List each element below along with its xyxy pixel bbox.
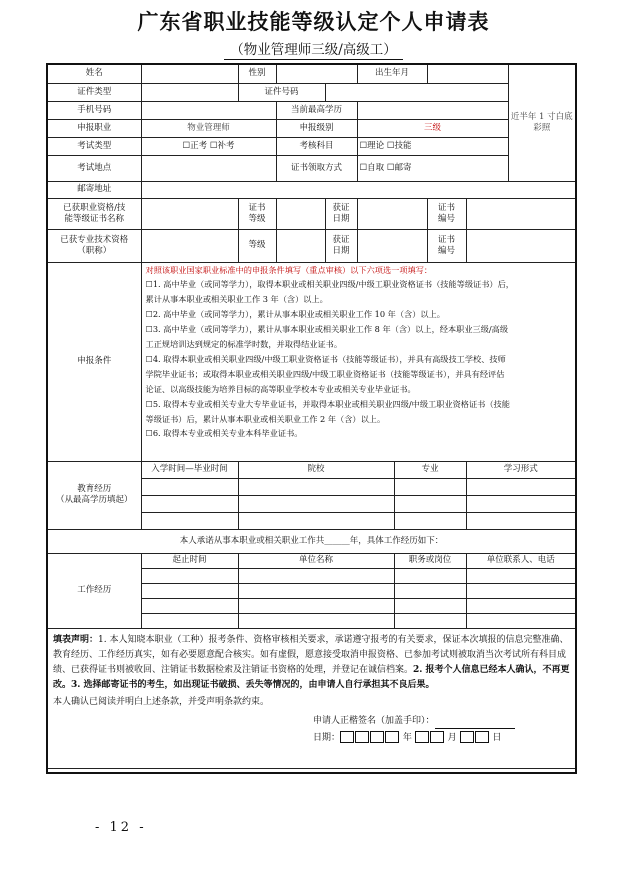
declaration-text	[53, 633, 570, 694]
edu-cell[interactable]	[466, 495, 575, 512]
gender-label: 性别	[238, 65, 276, 83]
work-history-label: 工作经历	[48, 553, 141, 628]
work-cell[interactable]	[141, 583, 238, 598]
signature-line[interactable]	[435, 718, 515, 729]
tech-date-field[interactable]	[357, 229, 427, 262]
photo-label: 近半年 1 寸白底彩照	[510, 111, 573, 133]
work-col-position: 职务或岗位	[394, 553, 466, 568]
address-label: 邮寄地址	[48, 181, 141, 198]
condition-line[interactable]: ☐3. 高中毕业（或同等学力），累计从事本职业或相关职业工作 8 年（含）以上，经本职业三级/高级	[145, 324, 509, 335]
work-cell[interactable]	[238, 598, 394, 613]
work-cell[interactable]	[238, 568, 394, 583]
edu-cell[interactable]	[238, 478, 394, 495]
phone-label: 手机号码	[48, 101, 141, 119]
tech-no-label-b: 编号	[438, 245, 456, 256]
month-box[interactable]	[415, 731, 429, 743]
work-cell[interactable]	[466, 598, 575, 613]
signature-label: 申请人正楷签名（加盖手印）：	[313, 715, 435, 726]
work-col-period: 起止时间	[141, 553, 238, 568]
birth-field[interactable]	[427, 65, 508, 83]
condition-line[interactable]: ☐4. 取得本职业或相关职业四级/中级工职业资格证书（技能等级证书），并具有高级技工学校、技师	[145, 353, 506, 364]
exam-type-label: 考试类型	[48, 137, 141, 155]
cert-no-label	[427, 198, 466, 229]
cert-date-label-a: 获证	[332, 202, 350, 213]
occupation-value: 物业管理师	[141, 119, 276, 137]
year-box[interactable]	[385, 731, 399, 743]
condition-line[interactable]: ☐1. 高中毕业（或同等学力），取得本职业或相关职业四级/中级工职业资格证书（技能等级证书）后，	[145, 279, 514, 290]
condition-line: 等级证书）后，累计从事本职业或相关职业工作 2 年（含）以上。	[145, 413, 386, 424]
education-history-label	[48, 461, 141, 529]
cert-no-field[interactable]	[466, 198, 575, 229]
address-field[interactable]	[141, 181, 575, 198]
work-cell[interactable]	[394, 598, 466, 613]
qualification-name-field[interactable]	[141, 198, 238, 229]
edu-col-school: 院校	[238, 461, 394, 478]
work-cell[interactable]	[466, 613, 575, 628]
qualification-label-line2: 能等级证书名称	[64, 213, 124, 224]
day-label: 日	[492, 732, 502, 743]
edu-cell[interactable]	[141, 495, 238, 512]
work-cell[interactable]	[141, 598, 238, 613]
work-cell[interactable]	[394, 613, 466, 628]
photo-box[interactable]	[508, 65, 575, 181]
tech-title-label-line2: （职称）	[77, 245, 112, 256]
condition-line: 学院毕业证书；或取得本职业或相关职业四级/中级工职业资格证书（技能等级证书），并具有经评估	[145, 368, 505, 379]
education-history-label-line2: （从最高学历填起）	[55, 495, 133, 505]
cert-method-options[interactable]: ☐自取 ☐邮寄	[357, 155, 508, 181]
phone-field[interactable]	[141, 101, 276, 119]
exam-location-field[interactable]	[141, 155, 276, 181]
condition-line: 工正规培训达到规定的标准学时数，并取得结业证书。	[145, 339, 343, 350]
edu-cell[interactable]	[394, 478, 466, 495]
tech-level-field[interactable]	[276, 229, 325, 262]
edu-cell[interactable]	[238, 495, 394, 512]
application-form	[46, 63, 577, 774]
tech-date-label	[325, 229, 357, 262]
id-no-label: 证件号码	[238, 83, 325, 101]
id-no-field[interactable]	[325, 83, 508, 101]
tech-title-label-line1: 已获专业技术资格	[60, 234, 129, 245]
edu-col-mode: 学习形式	[466, 461, 575, 478]
condition-line: 论证、以高级技能为培养目标的高等职业学校本专业或相关专业毕业证书。	[145, 383, 416, 394]
id-type-label: 证件类型	[48, 83, 141, 101]
conditions-label: 申报条件	[48, 262, 141, 461]
gender-field[interactable]	[276, 65, 357, 83]
cert-date-label	[325, 198, 357, 229]
tech-level-label: 等级	[238, 229, 276, 262]
month-label: 月	[447, 732, 457, 743]
edu-cell[interactable]	[238, 512, 394, 529]
education-field[interactable]	[357, 101, 508, 119]
work-cell[interactable]	[141, 613, 238, 628]
month-box[interactable]	[430, 731, 444, 743]
cert-level-label	[238, 198, 276, 229]
declaration-block	[48, 628, 575, 768]
subject-label: 考核科目	[276, 137, 357, 155]
declaration-confirm: 本人确认已阅读并明白上述条款，并受声明条款约束。	[53, 697, 270, 708]
cert-level-field[interactable]	[276, 198, 325, 229]
form-title: 广东省职业技能等级认定个人申请表	[137, 10, 490, 34]
cert-no-label-a: 证书	[438, 202, 456, 213]
cert-level-label-b: 等级	[248, 213, 266, 224]
year-box[interactable]	[355, 731, 369, 743]
signature-row	[53, 714, 570, 729]
edu-cell[interactable]	[394, 495, 466, 512]
condition-line[interactable]: ☐6. 取得本专业或相关专业本科毕业证书。	[145, 428, 303, 439]
day-box[interactable]	[475, 731, 489, 743]
day-box[interactable]	[460, 731, 474, 743]
declaration-clause-1: 1. 本人知晓本职业（工种）报考条件、资格审核相关要求，承诺遵守报考的有关要求，保证本次填报的信息完整准确、教育经历、工作经历真实，如有必要愿意配合核实。如有虚假，愿意接受取消申报资格、已参加考试则被取消当次考试所有科目成绩、已获得证书则被收回、注销证书数据检索及注销证书资格的处理，并登记在诚信档案。	[53, 634, 569, 675]
tech-no-label	[427, 229, 466, 262]
declaration-heading: 填表声明：	[53, 634, 99, 645]
year-box[interactable]	[370, 731, 384, 743]
cert-level-label-a: 证书	[248, 202, 266, 213]
work-cell[interactable]	[466, 583, 575, 598]
level-label: 申报级别	[276, 119, 357, 137]
work-commitment: 本人承诺从事本职业或相关职业工作共______年，具体工作经历如下：	[48, 529, 575, 553]
occupation-label: 申报职业	[48, 119, 141, 137]
declaration-clause-2: 2. 报考个人信息已经本人确认，不再更改。	[53, 664, 570, 691]
name-label: 姓名	[48, 65, 141, 83]
cert-date-field[interactable]	[357, 198, 427, 229]
form-table	[48, 65, 575, 769]
condition-line: 累计从事本职业或相关职业工作 3 年（含）以上。	[145, 294, 328, 305]
edu-cell[interactable]	[466, 478, 575, 495]
edu-col-major: 专业	[394, 461, 466, 478]
page-number: - 12 -	[95, 820, 147, 835]
cert-no-label-b: 编号	[438, 213, 456, 224]
date-row	[53, 731, 570, 746]
work-col-contact: 单位联系人、电话	[466, 553, 575, 568]
id-type-field[interactable]	[141, 83, 238, 101]
tech-no-label-a: 证书	[438, 234, 456, 245]
year-box[interactable]	[340, 731, 354, 743]
level-value: 三级	[357, 119, 508, 137]
qualification-label-line1: 已获职业资格/技	[63, 202, 126, 213]
condition-line[interactable]: ☐5. 取得本专业或相关专业大专毕业证书，并取得本职业或相关职业四级/中级工职业资格证书（技能	[145, 398, 510, 409]
declaration-clause-3: 3. 选择邮寄证书的考生，如出现证书破损、丢失等情况的，由申请人自行承担其不良后果。	[71, 680, 435, 691]
birth-label: 出生年月	[357, 65, 427, 83]
tech-title-field[interactable]	[141, 229, 238, 262]
form-subtitle	[0, 38, 627, 60]
work-cell[interactable]	[238, 583, 394, 598]
condition-line[interactable]: ☐2. 高中毕业（或同等学力），累计从事本职业或相关职业工作 10 年（含）以上。	[145, 309, 445, 320]
subject-options[interactable]: ☐理论 ☐技能	[357, 137, 508, 155]
conditions-header: 对照该职业国家职业标准中的申报条件填写（重点审核）以下六项选一项填写：	[145, 264, 433, 275]
tech-date-label-b: 日期	[332, 245, 350, 256]
date-label: 日期：	[313, 732, 341, 743]
work-cell[interactable]	[238, 613, 394, 628]
exam-type-options[interactable]: ☐正考 ☐补考	[141, 137, 276, 155]
work-cell[interactable]	[394, 583, 466, 598]
qualification-label	[48, 198, 141, 229]
name-field[interactable]	[141, 65, 238, 83]
conditions-block	[141, 262, 575, 461]
edu-col-period: 入学时间—毕业时间	[141, 461, 238, 478]
work-cell[interactable]	[466, 568, 575, 583]
education-history-label-line1: 教育经历	[77, 484, 112, 494]
education-label: 当前最高学历	[276, 101, 357, 119]
tech-title-label	[48, 229, 141, 262]
work-cell[interactable]	[394, 568, 466, 583]
cert-date-label-b: 日期	[332, 213, 350, 224]
exam-location-label: 考试地点	[48, 155, 141, 181]
edu-cell[interactable]	[141, 512, 238, 529]
cert-method-label: 证书领取方式	[276, 155, 357, 181]
subtitle-text: （物业管理师三级/高级工）	[224, 38, 403, 60]
edu-cell[interactable]	[466, 512, 575, 529]
edu-cell[interactable]	[394, 512, 466, 529]
tech-date-label-a: 获证	[332, 234, 350, 245]
work-cell[interactable]	[141, 568, 238, 583]
year-label: 年	[402, 732, 412, 743]
edu-cell[interactable]	[141, 478, 238, 495]
work-col-employer: 单位名称	[238, 553, 394, 568]
tech-no-field[interactable]	[466, 229, 575, 262]
